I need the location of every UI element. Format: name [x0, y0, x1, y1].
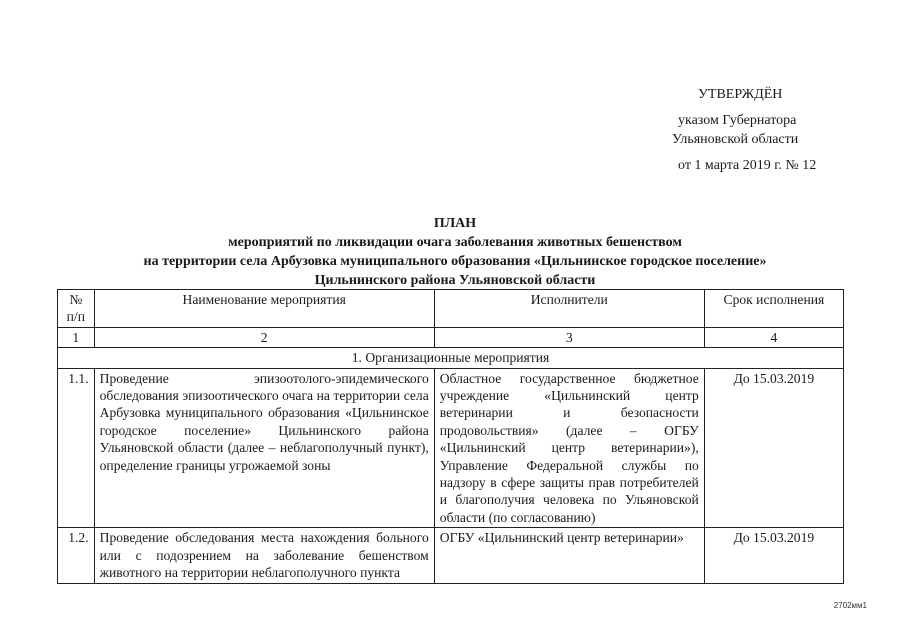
footer-code: 2702мм1 — [833, 601, 867, 610]
row-name: Проведение эпизоотолого-эпидемического обследования эпизоотического очага на территории села Арбузовка муниципального образования «Цильнинское городское поселение» Цильнинского района Ульяновской области (далее – неблагополучный пункт), определение границы угрожаемой зоны — [94, 368, 434, 528]
row-executors: Областное государственное бюджетное учреждение «Цильнинский центр ветеринарии и безопасности продовольствия» (далее – ОГБУ «Цильнинский центр ветеринарии»), Управление Федеральной службы по надзору в сфере защиты прав потребителей и благополучия человека по Ульяновской области (по согласованию) — [434, 368, 704, 528]
approval-line-date: от 1 марта 2019 г. № 12 — [678, 158, 817, 173]
row-deadline: До 15.03.2019 — [704, 368, 843, 528]
table-row — [58, 368, 844, 528]
col-number-1: 1 — [58, 327, 95, 347]
title-plan: ПЛАН — [433, 216, 477, 231]
header-deadline: Срок исполнения — [704, 290, 843, 328]
approval-line-decree: указом Губернатора — [678, 113, 797, 128]
header-name: Наименование мероприятия — [94, 290, 434, 328]
col-number-4: 4 — [704, 327, 843, 347]
col-number-3: 3 — [434, 327, 704, 347]
document-title — [60, 214, 850, 290]
section-title: 1. Организационные мероприятия — [58, 348, 844, 368]
table-header-row — [58, 290, 844, 328]
table-row — [58, 528, 844, 583]
title-territory: на территории села Арбузовка муниципального образования «Цильнинское городское поселение» — [143, 254, 767, 269]
row-num: 1.2. — [58, 528, 95, 583]
plan-table — [57, 289, 844, 584]
column-number-row — [58, 327, 844, 347]
approval-heading: УТВЕРЖДЁН — [698, 87, 783, 102]
row-name: Проведение обследования места нахождения больного или с подозрением на заболевание бешенством животного на территории неблагополучного пункта — [94, 528, 434, 583]
section-row — [58, 348, 844, 368]
col-number-2: 2 — [94, 327, 434, 347]
row-deadline: До 15.03.2019 — [704, 528, 843, 583]
title-district: Цильнинского района Ульяновской области — [314, 273, 596, 288]
row-num: 1.1. — [58, 368, 95, 528]
approval-line-region: Ульяновской области — [672, 132, 799, 147]
title-subject: мероприятий по ликвидации очага заболевания животных бешенством — [228, 235, 682, 250]
row-executors: ОГБУ «Цильнинский центр ветеринарии» — [434, 528, 704, 583]
header-executors: Исполнители — [434, 290, 704, 328]
header-num: № п/п — [58, 290, 95, 328]
